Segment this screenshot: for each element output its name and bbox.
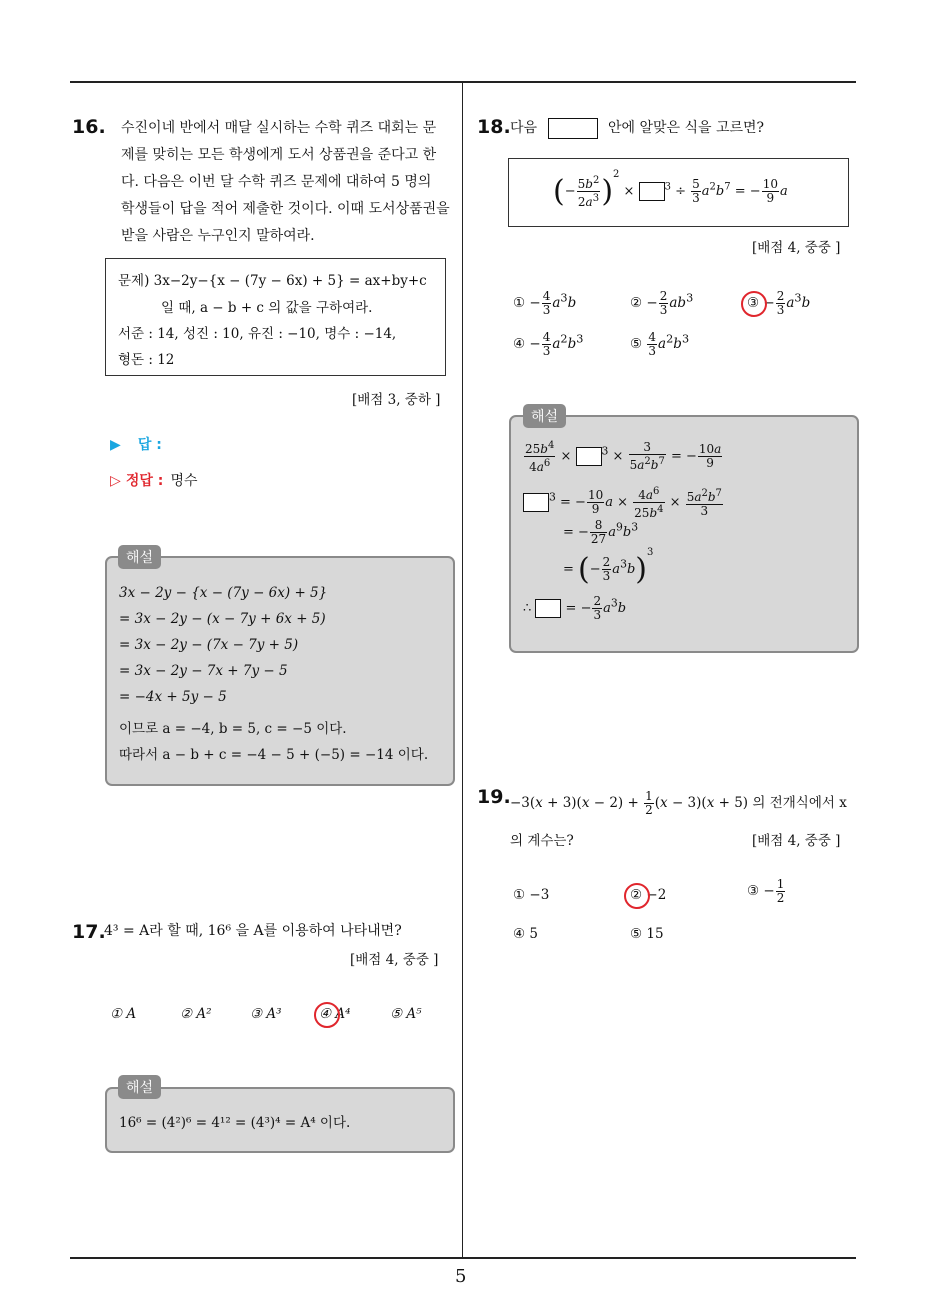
bottom-rule xyxy=(70,1257,856,1259)
q19-choice[interactable]: ③ − $\frac{1}{2}$ xyxy=(747,877,785,905)
q17-choice[interactable]: ⑤ A⁵ xyxy=(390,1006,422,1022)
q19-text-line2: 의 계수는? xyxy=(510,833,574,849)
q16-line: 다. 다음은 이번 달 수학 퀴즈 문제에 대하여 5 명의 xyxy=(121,174,432,190)
q16-line: 수진이네 반에서 매달 실시하는 수학 퀴즈 대회는 문 xyxy=(121,120,437,136)
q16-sol-line: 따라서 a − b + c = −4 − 5 + (−5) = −14 이다. xyxy=(119,747,429,763)
q18-equation-box xyxy=(508,158,849,227)
q19-choice[interactable]: ② −2 xyxy=(630,887,667,903)
q16-sol-line: = 3x − 2y − (7x − 7y + 5) xyxy=(119,637,299,653)
q16-correct-value: 명수 xyxy=(170,473,198,489)
q18-sol-line: = (− $\frac{2}{3}$ $a^3b)^3$ xyxy=(563,547,654,587)
q17-choice[interactable]: ③ A³ xyxy=(250,1006,282,1022)
q16-sol-line: = 3x − 2y − 7x + 7y − 5 xyxy=(119,663,288,679)
q18-equation: (− $\frac{5b^2}{2a^3}$ )$^2$ × $^3$ ÷ $\frac{5}{3}$ $a^2b^7$ = − $\frac{10}{9}$ a xyxy=(553,169,788,209)
q16-sol-line: 3x − 2y − {x − (7y − 6x) + 5} xyxy=(119,585,328,601)
q17-choice[interactable]: ④ A⁴ xyxy=(319,1006,351,1022)
q18-sol-line: $^3$ = − $\frac{10}{9}$ a × $\frac{4a^6}{25b^4}$ × $\frac{5a^2b^7}{3}$ xyxy=(523,485,724,520)
q16-correct-row xyxy=(110,470,198,490)
q18-sol-line: $\frac{25b^4}{4a^6}$ × $^3$ × $\frac{3}{5a^2b^7}$ = − $\frac{10a}{9}$ xyxy=(525,440,722,474)
q19-choice[interactable]: ① −3 xyxy=(513,887,550,903)
q16-sol-line: = −4x + 5y − 5 xyxy=(119,689,227,705)
q19-score: [배점 4, 중중 ] xyxy=(752,833,841,849)
q16-box-line: 서준 : 14, 성진 : 10, 유진 : −10, 명수 : −14, xyxy=(118,326,397,342)
q16-solution-tag: 해설 xyxy=(118,545,161,569)
q16-line: 학생들이 답을 적어 제출한 것이다. 이때 도서상품권을 xyxy=(121,201,450,217)
blank-box-icon xyxy=(576,447,602,466)
q17-solution-tag: 해설 xyxy=(118,1075,161,1099)
q17-score: [배점 4, 중중 ] xyxy=(350,952,439,968)
q19-number: 19. xyxy=(477,786,511,808)
q16-line: 제를 맞히는 모든 학생에게 도서 상품권을 준다고 한 xyxy=(121,147,437,163)
q16-correct-label: 정답 : xyxy=(125,473,164,489)
play-arrow-icon: ▶ xyxy=(110,437,121,453)
q16-box-line: 문제) 3x−2y−{x − (7y − 6x) + 5} = ax+by+c xyxy=(118,273,427,289)
q16-answer-row xyxy=(110,434,162,454)
q19-choice[interactable]: ④ 5 xyxy=(513,926,538,942)
q16-box-line: 형돈 : 12 xyxy=(118,352,175,368)
q18-choice[interactable]: ① − $\frac{4}{3}$ $a^3b$ xyxy=(513,289,577,317)
column-divider xyxy=(462,83,463,1258)
top-rule xyxy=(70,81,856,83)
page-number: 5 xyxy=(455,1266,467,1287)
blank-box-icon xyxy=(548,118,598,139)
q18-sol-line: = − $\frac{8}{27}$ $a^9b^3$ xyxy=(563,518,639,546)
q18-solution-box xyxy=(509,415,859,653)
q18-score: [배점 4, 중중 ] xyxy=(752,240,841,256)
q16-solution-box xyxy=(105,556,455,786)
q18-sol-line: ∴ = − $\frac{2}{3}$ $a^3b$ xyxy=(523,594,627,622)
q18-text-before: 다음 xyxy=(510,120,538,136)
q18-choice[interactable]: ② − $\frac{2}{3}$ $ab^3$ xyxy=(630,289,694,317)
q19-answer-circle-icon xyxy=(624,883,650,909)
q16-score: [배점 3, 중하 ] xyxy=(352,392,441,408)
q17-sol-line: 16⁶ = (4²)⁶ = 4¹² = (4³)⁴ = A⁴ 이다. xyxy=(119,1115,351,1131)
blank-box-icon xyxy=(639,182,665,201)
q18-choice[interactable]: ③ − $\frac{2}{3}$ $a^3b$ xyxy=(747,289,811,317)
q16-problem-box xyxy=(105,258,446,376)
q16-sol-line: = 3x − 2y − (x − 7y + 6x + 5) xyxy=(119,611,326,627)
q18-number: 18. xyxy=(477,116,511,138)
q18-answer-circle-icon xyxy=(741,291,767,317)
q19-text-line1: 의 전개식에서 x xyxy=(752,795,847,811)
q16-box-line: 일 때, a − b + c 의 값을 구하여라. xyxy=(161,300,373,316)
hollow-arrow-icon: ▷ xyxy=(110,473,121,489)
q17-answer-circle-icon xyxy=(314,1002,340,1028)
q18-solution-tag: 해설 xyxy=(523,404,566,428)
q18-text xyxy=(510,115,764,142)
q16-answer-label: 답 : xyxy=(137,437,162,453)
q18-choice[interactable]: ④ − $\frac{4}{3}$ $a^2b^3$ xyxy=(513,330,584,358)
q16-text xyxy=(121,115,456,250)
q16-sol-line: 이므로 a = −4, b = 5, c = −5 이다. xyxy=(119,721,347,737)
q18-text-after: 안에 알맞은 식을 고르면? xyxy=(607,120,765,136)
q17-choice[interactable]: ① A xyxy=(110,1006,137,1022)
q17-number: 17. xyxy=(72,921,106,943)
q17-text: 4³ = A라 할 때, 16⁶ 을 A를 이용하여 나타내면? xyxy=(104,923,402,939)
blank-box-icon xyxy=(523,493,549,512)
q17-choice[interactable]: ② A² xyxy=(180,1006,212,1022)
blank-box-icon xyxy=(535,599,561,618)
q19-choice[interactable]: ⑤ 15 xyxy=(630,926,664,942)
q16-number: 16. xyxy=(72,116,106,138)
q19-expression: −3(x + 3)(x − 2) + $\frac{1}{2}$ (x − 3)(x + 5) 의 전개식에서 x xyxy=(510,789,847,817)
q18-choice[interactable]: ⑤ $\frac{4}{3}$ $a^2b^3$ xyxy=(630,330,690,358)
q16-line: 받을 사람은 누구인지 말하여라. xyxy=(121,228,315,244)
